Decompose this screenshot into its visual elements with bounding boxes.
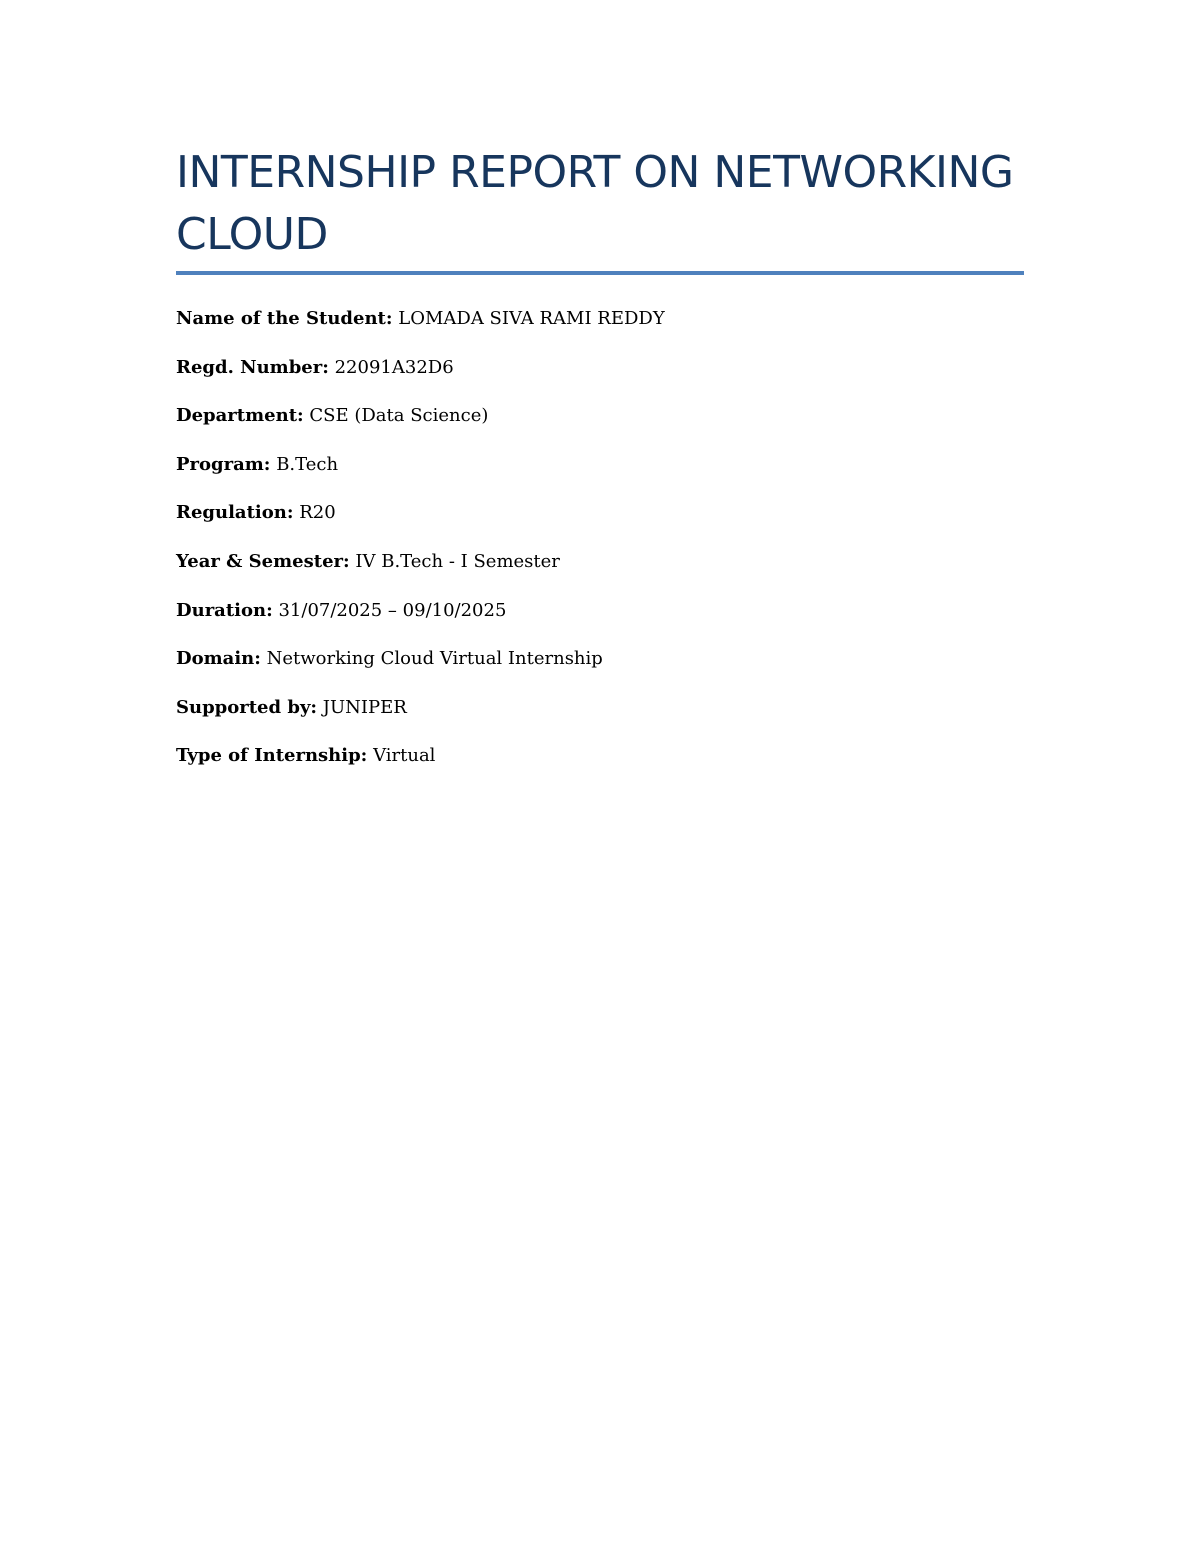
field-value: 31/07/2025 – 09/10/2025 bbox=[278, 599, 507, 621]
field-label: Type of Internship: bbox=[176, 745, 368, 767]
field-value: IV B.Tech - I Semester bbox=[355, 550, 560, 572]
field-value: Virtual bbox=[373, 745, 436, 767]
field-label: Domain: bbox=[176, 648, 261, 670]
field-duration bbox=[176, 596, 1024, 626]
field-year-semester bbox=[176, 547, 1024, 577]
field-regulation bbox=[176, 498, 1024, 528]
field-internship-type bbox=[176, 741, 1024, 771]
field-label: Department: bbox=[176, 405, 304, 427]
field-value: JUNIPER bbox=[322, 696, 407, 718]
field-label: Year & Semester: bbox=[176, 550, 350, 572]
field-domain bbox=[176, 644, 1024, 674]
field-value: CSE (Data Science) bbox=[309, 405, 489, 427]
field-label: Regulation: bbox=[176, 502, 294, 524]
field-value: R20 bbox=[299, 502, 336, 524]
field-label: Program: bbox=[176, 453, 271, 475]
field-value: 22091A32D6 bbox=[334, 356, 454, 378]
field-department bbox=[176, 401, 1024, 431]
title-underline bbox=[176, 271, 1024, 275]
title-block bbox=[176, 142, 1024, 266]
document-title: INTERNSHIP REPORT ON NETWORKING CLOUD bbox=[176, 147, 1014, 260]
field-label: Name of the Student: bbox=[176, 308, 393, 329]
field-label: Supported by: bbox=[176, 696, 318, 718]
field-value: LOMADA SIVA RAMI REDDY bbox=[398, 308, 665, 329]
field-value: B.Tech bbox=[276, 453, 339, 475]
field-supported-by bbox=[176, 693, 1024, 723]
field-regd-number bbox=[176, 353, 1024, 383]
student-details bbox=[176, 304, 1024, 790]
field-student-name bbox=[176, 304, 1024, 334]
field-label: Duration: bbox=[176, 599, 273, 621]
field-program bbox=[176, 450, 1024, 480]
field-value: Networking Cloud Virtual Internship bbox=[266, 648, 603, 670]
field-label: Regd. Number: bbox=[176, 356, 329, 378]
